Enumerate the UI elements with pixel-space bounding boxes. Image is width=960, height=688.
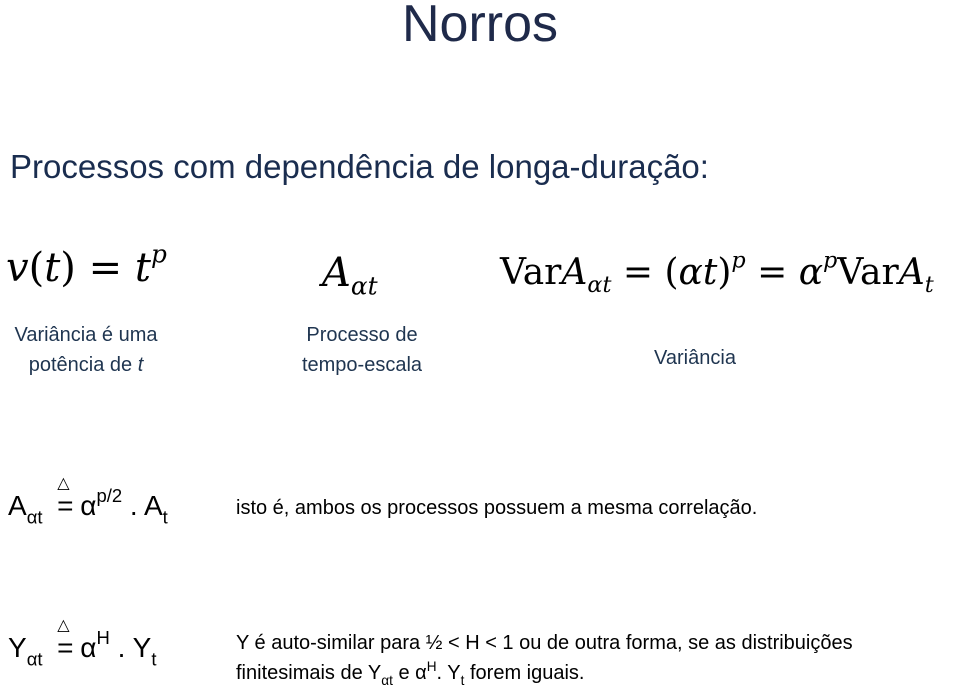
formula-alpha: α — [798, 252, 824, 293]
note-text: finitesimais de Y — [236, 662, 382, 684]
formula-var: Var — [500, 252, 562, 293]
formula-v: v — [6, 245, 29, 291]
formula-variance-power — [6, 239, 167, 291]
formula-a-subscript: αt — [350, 271, 378, 301]
formula-exponent: p — [823, 247, 838, 274]
formula-a-subscript: αt — [587, 271, 612, 298]
note-subscript: αt — [381, 673, 393, 688]
slide-subtitle: Processos com dependência de longa-duração: — [10, 148, 709, 185]
relation-exponent: H — [96, 627, 110, 649]
formula-paren-close: ) — [717, 252, 732, 293]
note-subscript: t — [460, 673, 465, 688]
equals-sign: = — [57, 490, 74, 521]
relation-rhs-subscript: t — [162, 506, 168, 528]
formula-timescale-process — [322, 250, 378, 301]
equals-sign: = — [57, 632, 74, 663]
caption-text: potência de — [28, 354, 138, 376]
formula-equals: = — [75, 245, 135, 291]
relation-y-note — [236, 628, 853, 688]
relation-a-note: isto é, ambos os processos possuem a mesma correlação. — [236, 497, 758, 519]
relation-lhs: Y — [8, 632, 27, 663]
formula-alpha-t: αt — [678, 252, 718, 293]
formula-variance-scaling — [500, 247, 934, 298]
formula-equals-paren: = ( — [611, 252, 679, 293]
formula-var: Var — [837, 252, 899, 293]
formula-paren-open: ( — [28, 245, 45, 291]
note-text: e α — [392, 662, 427, 684]
formula-base: t — [134, 245, 151, 291]
relation-rhs: Y — [132, 632, 152, 663]
triangle-icon: △ — [57, 617, 70, 634]
caption-line — [0, 350, 172, 380]
relation-dot: . — [122, 490, 144, 521]
formula-a: A — [561, 252, 588, 293]
note-line: Y é auto-similar para ½ < H < 1 ou de outra forma, se as distribuições — [236, 632, 853, 654]
relation-lhs: A — [8, 490, 27, 521]
formula-t: t — [44, 245, 61, 291]
formula-equals: = — [745, 252, 799, 293]
formula-a-subscript: t — [924, 271, 934, 298]
relation-alpha: α — [80, 632, 97, 663]
defined-equal-icon — [50, 475, 80, 522]
note-text: forem iguais. — [464, 662, 585, 684]
relation-alpha: α — [80, 490, 97, 521]
caption-line: tempo-escala — [301, 354, 423, 376]
relation-exponent: p/2 — [96, 485, 123, 507]
caption-timescale-process — [262, 320, 462, 380]
caption-line: Variância é uma — [14, 324, 158, 346]
defined-equal-icon — [50, 617, 80, 664]
relation-lhs-subscript: αt — [26, 506, 43, 528]
note-superscript: H — [426, 658, 437, 674]
slide-title: Norros — [401, 0, 559, 53]
caption-variance: Variância — [654, 347, 736, 369]
formula-exponent: p — [731, 247, 746, 274]
relation-lhs-subscript: αt — [26, 648, 43, 670]
caption-line: Processo de — [306, 324, 418, 346]
formula-paren-close: ) — [60, 245, 76, 291]
caption-variance-power — [0, 320, 172, 380]
relation-dot: . — [109, 632, 133, 663]
triangle-icon: △ — [57, 475, 70, 492]
caption-var: t — [137, 354, 144, 376]
relation-y-self-similar — [8, 617, 157, 670]
note-line — [236, 658, 853, 688]
relation-rhs-subscript: t — [151, 648, 157, 670]
note-text: . Y — [436, 662, 461, 684]
relation-a-scaling — [8, 475, 168, 528]
formula-a: A — [898, 252, 925, 293]
formula-a: A — [322, 250, 351, 296]
relation-rhs: A — [143, 490, 163, 521]
formula-exponent: p — [150, 239, 167, 269]
